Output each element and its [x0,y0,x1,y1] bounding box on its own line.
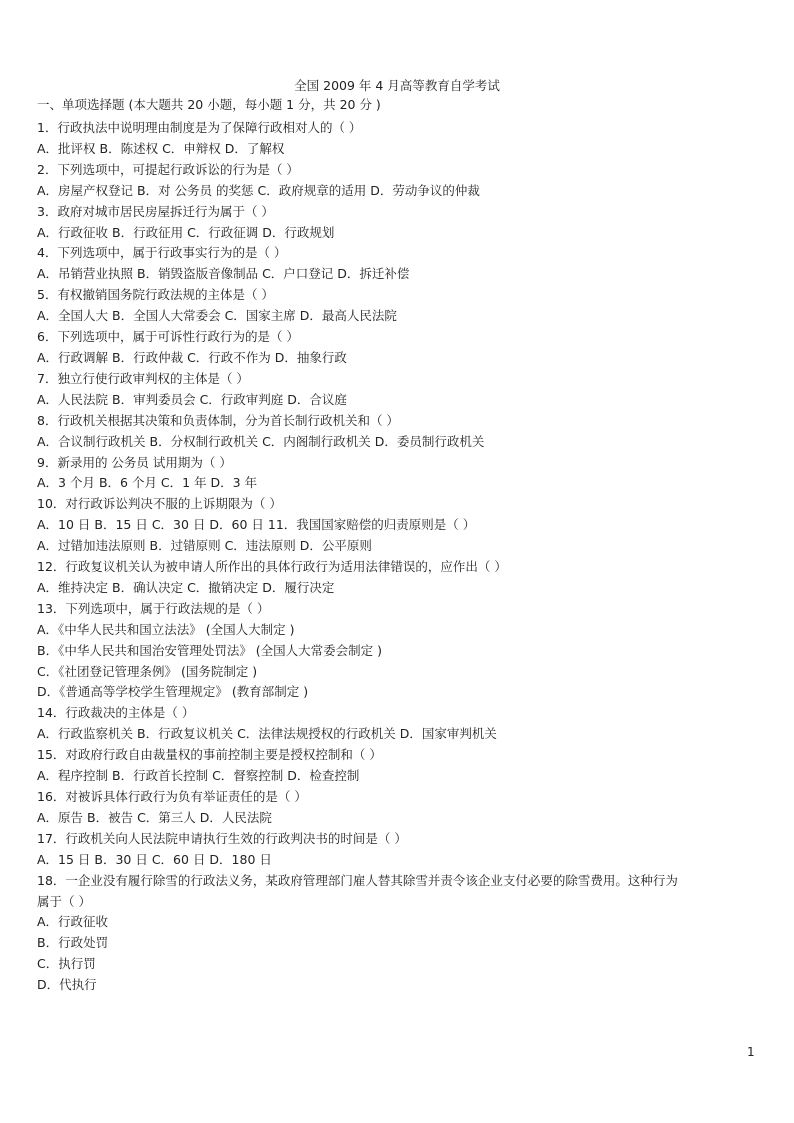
question-text: 3．政府对城市居民房屋拆迁行为属于（ ） [37,203,274,219]
question-10 [37,494,717,536]
page-number: 1 [747,1045,755,1059]
question-options: A．10 日 B．15 日 C．30 日 D．60 日 11．我国国家赔偿的归责原则是（ ） [37,517,476,533]
question-text: 12．行政复议机关认为被申请人所作出的具体行政行为适用法律错误的，应作出（ ） [37,559,507,575]
question-text: 15．对政府行政自由裁量权的事前控制主要是授权控制和（ ） [37,747,382,763]
question-options: A．3 个月 B．6 个月 C．1 年 D．3 年 [37,475,258,491]
question-text: 14．行政裁决的主体是（ ） [37,705,195,721]
question-options: A．程序控制 B．行政首长控制 C．督察控制 D．检查控制 [37,768,360,784]
question-options: A．行政调解 B．行政仲裁 C．行政不作为 D．抽象行政 [37,349,347,365]
question-text: 6．下列选项中，属于可诉性行政行为的是（ ） [37,329,299,345]
question-text: 16．对被诉具体行政行为负有举证责任的是（ ） [37,789,307,804]
question-text: 2．下列选项中，可提起行政诉讼的行为是（ ） [37,161,299,177]
question-text: 13．下列选项中，属于行政法规的是（ ） [37,600,270,616]
question-options: A．15 日 B．30 日 C．60 日 D．180 日 [37,851,272,867]
question-7 [37,369,717,411]
question-text: 8．行政机关根据其决策和负责体制，分为首长制行政机关和（ ） [37,412,399,428]
question-text: 4．下列选项中，属于行政事实行为的是（ ） [37,245,287,261]
question-text-cont: 属于（ ） [37,893,91,909]
question-14 [37,703,717,745]
question-list [37,118,717,996]
question-1 [37,118,717,160]
question-options: A．人民法院 B．审判委员会 C．行政审判庭 D．合议庭 [37,391,347,407]
question-options: A．原告 B．被告 C．第三人 D．人民法院 [37,809,272,825]
question-text: 1．行政执法中说明理由制度是为了保障行政相对人的（ ） [37,120,362,135]
question-options: A．批评权 B．陈述权 C．申辩权 D．了解权 [37,140,285,156]
question-options: A．合议制行政机关 B．分权制行政机关 C．内阁制行政机关 D．委员制行政机关 [37,433,485,449]
question-text: 7．独立行使行政审判权的主体是（ ） [37,370,249,386]
option-b: B．《中华人民共和国治安管理处罚法》 (全国人大常委会制定 ) [37,642,383,658]
question-5 [37,285,717,327]
question-3 [37,202,717,244]
option-a: A．《中华人民共和国立法法》 (全国人大制定 ) [37,621,295,637]
question-8 [37,411,717,453]
question-6 [37,327,717,369]
question-options: A．行政监察机关 B．行政复议机关 C．法律法规授权的行政机关 D．国家审判机关 [37,726,497,742]
question-16 [37,787,717,829]
question-options: A．行政征收 B．行政征用 C．行政征调 D．行政规划 [37,224,335,240]
question-options: A．全国人大 B．全国人大常委会 C．国家主席 D．最高人民法院 [37,308,397,324]
question-options: A．维持决定 B．确认决定 C．撤销决定 D．履行决定 [37,579,335,595]
exam-title: 全国 2009 年 4 月高等教育自学考试 [294,78,500,93]
question-text: 10．对行政诉讼判决不服的上诉期限为（ ） [37,496,282,512]
question-4 [37,243,717,285]
question-text: 9．新录用的 公务员 试用期为（ ） [37,454,232,470]
option-b: B．行政处罚 [37,935,109,951]
option-d: D．《普通高等学校学生管理规定》 (教育部制定 ) [37,684,309,700]
option-a: A．行政征收 [37,914,109,930]
option-d: D．代执行 [37,977,97,993]
question-15 [37,745,717,787]
question-options: A．过错加违法原则 B．过错原则 C．违法原则 D．公平原则 [37,538,372,554]
question-options: A．吊销营业执照 B．销毁盗版音像制品 C．户口登记 D．拆迁补偿 [37,266,410,282]
option-c: C．执行罚 [37,956,96,972]
question-13 [37,599,717,704]
section-heading: 一、单项选择题 (本大题共 20 小题，每小题 1 分，共 20 分 ) [37,97,381,112]
question-options: A．房屋产权登记 B．对 公务员 的奖惩 C．政府规章的适用 D．劳动争议的仲裁 [37,182,480,198]
question-18 [37,871,717,996]
question-text: 18．一企业没有履行除雪的行政法义务，某政府管理部门雇人替其除雪并责令该企业支付必要的除雪费用。这种行为 [37,872,678,888]
question-text: 5．有权撤销国务院行政法规的主体是（ ） [37,287,274,303]
question-11 [37,536,717,557]
question-9 [37,453,717,495]
option-c: C．《社团登记管理条例》 (国务院制定 ) [37,663,258,679]
question-12 [37,557,717,599]
question-17 [37,829,717,871]
question-2 [37,160,717,202]
question-text: 17．行政机关向人民法院申请执行生效的行政判决书的时间是（ ） [37,830,407,846]
